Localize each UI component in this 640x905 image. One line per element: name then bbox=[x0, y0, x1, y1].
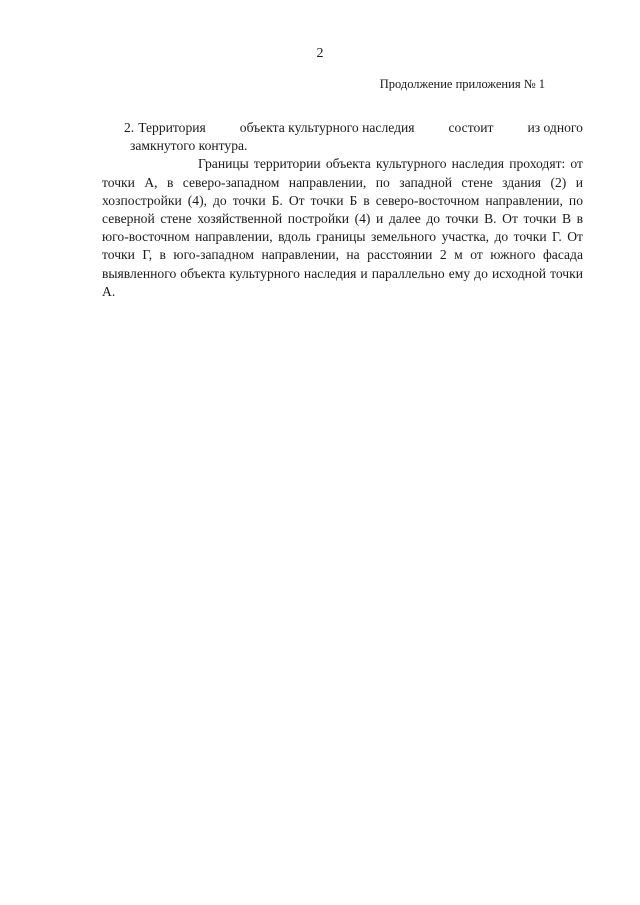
item-word-of-one: из одного bbox=[527, 120, 583, 135]
item-word-object: объекта культурного наследия bbox=[239, 120, 415, 135]
item-word-territory: Территория bbox=[138, 120, 206, 135]
page-number: 2 bbox=[316, 46, 324, 61]
item-2-continuation: замкнутого контура. bbox=[130, 138, 248, 154]
item-2-first-line bbox=[102, 119, 583, 137]
document-body bbox=[102, 119, 583, 301]
item-2-start bbox=[124, 119, 206, 137]
item-number: 2. bbox=[124, 120, 135, 135]
item-word-consists: состоит bbox=[448, 120, 494, 135]
appendix-continuation-note: Продолжение приложения № 1 bbox=[379, 77, 545, 91]
boundary-description-paragraph: Границы территории объекта культурного наследия проходят: от точки А, в северо-западном направлении, по западной стене здания (2) и хозпостройки (4), до точки Б. От точки Б в северо-восточном направлении, по северной стене хозяйственной постройки (4) и далее до точки В. От точки В в юго-восточном направлении, вдоль границы земельного участка, до точки Г. От точки Г, в юго-западном направлении, на расстоянии 2 м от южного фасада выявленного объекта культурного наследия и параллельно ему до исходной точки А. bbox=[102, 156, 583, 299]
